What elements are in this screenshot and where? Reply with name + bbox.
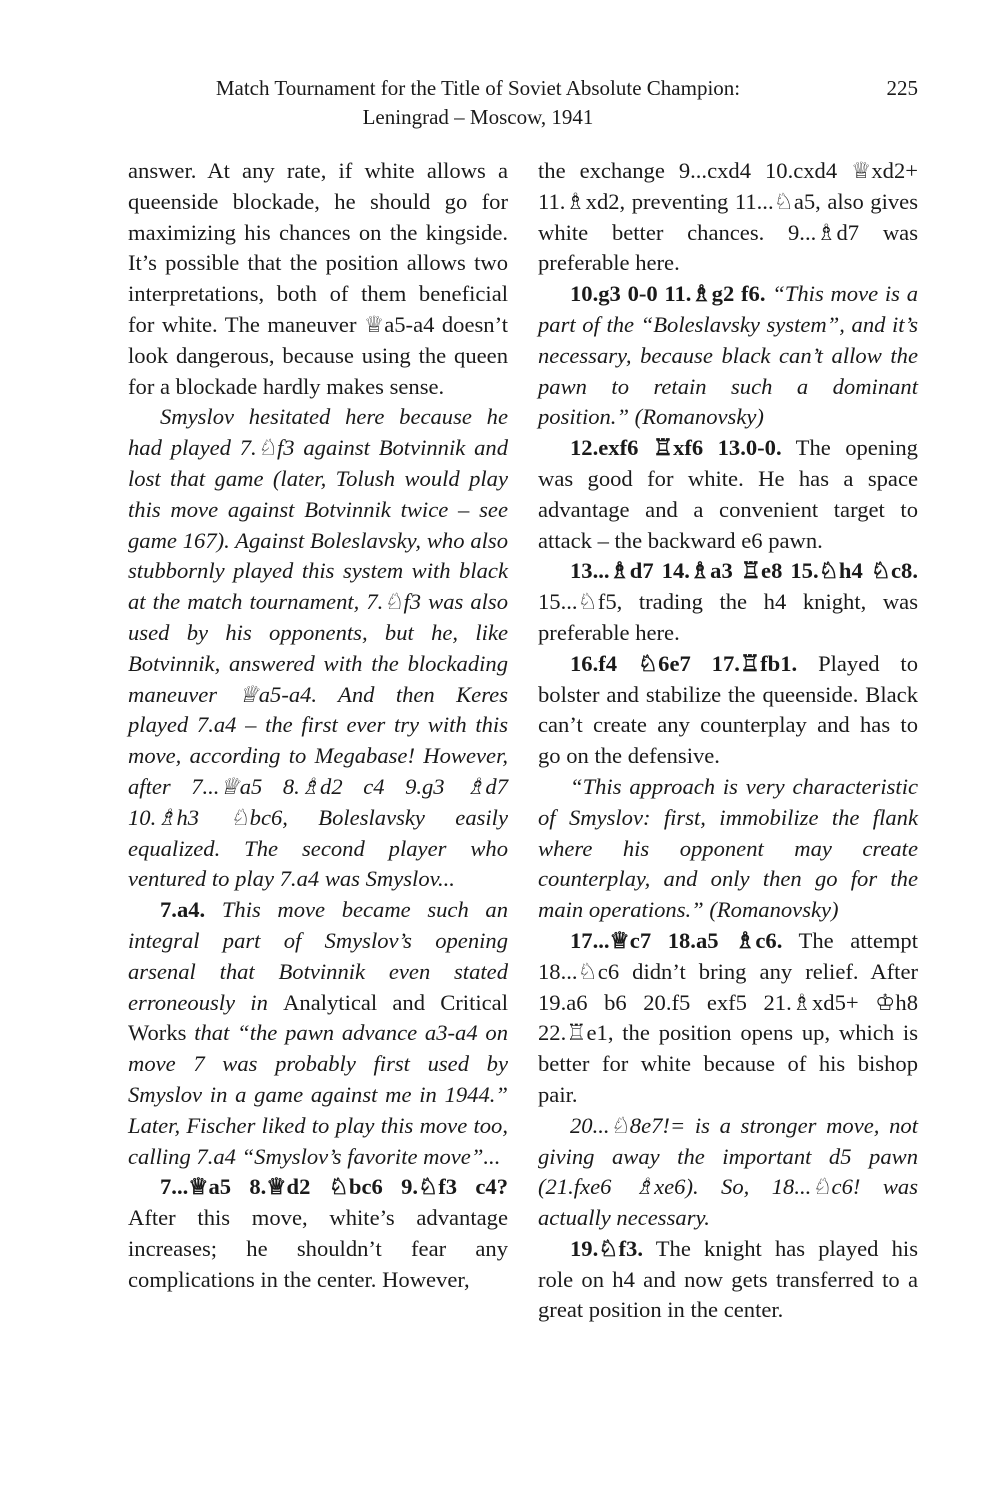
move-notation: 16.f4 ♘6e7 17.♖fb1. [570, 650, 798, 676]
move-notation: 12.exf6 ♖xf6 13.0-0. [570, 435, 782, 461]
annotation-text: 15...♘f5, trading the h4 knight, was preferable here. [538, 589, 918, 645]
right-column [538, 156, 918, 1326]
paragraph: answer. At any rate, if white allows a queenside blockade, he should go for maximizing his chances on the kingside. It’s possible that the position allows two interpretations, both of them beneficial for white. The maneuver ♕a5-a4 doesn’t look dangerous, because using the queen for a blockade hardly makes sense. [128, 158, 508, 399]
annotation-text: After this move, white’s advantage increases; he shouldn’t fear any complications in the center. However, [128, 1205, 508, 1292]
paragraph [538, 556, 918, 648]
move-notation: 13...♗d7 14.♗a3 ♖e8 15.♘h4 ♘c8. [570, 558, 918, 584]
paragraph [128, 895, 508, 1172]
annotation-text: The attempt 18...♘c6 didn’t bring any relief. After 19.a6 b6 20.f5 exf5 21.♗xd5+ ♔h8 22.♖e1, the position opens up, which is better for white because of his bishop pair. [538, 927, 919, 1107]
paragraph-italic-commentary: 20...♘8e7!= is a stronger move, not giving away the important d5 pawn (21.fxe6 ♗xe6). So, 18...♘c6! was actually necessary. [538, 1112, 918, 1231]
left-column [128, 156, 508, 1295]
paragraph [538, 433, 918, 556]
annotation-text: The knight has played his role on h4 and now gets transferred to a great position in the center. [538, 1235, 918, 1323]
paragraph-italic-quotation: “This approach is very characteristic of Smyslov: first, immobilize the flank where his opponent may create counterplay, and only then go for the main operations.” (Romanovsky) [538, 773, 918, 923]
paragraph [538, 1234, 918, 1326]
page-number: 225 [886, 76, 918, 100]
annotation-text: Played to bolster and stabilize the queenside. Black can’t create any counterplay and has to go on the defensive. [538, 650, 918, 769]
commentary-text: This move became such an integral part of Smyslov’s opening arsenal that Botvinnik even stated erroneously in [128, 897, 508, 1015]
running-title-line-1: Match Tournament for the Title of Soviet Absolute Champion: [215, 76, 741, 100]
paragraph-italic-commentary: Smyslov hesitated here because he had played 7.♘f3 against Botvinnik and lost that game (later, Tolush would play this move against Botvinnik twice – see game 167). Against Boleslavsky, who also stubbornly played this system with black at the match tournament, 7.♘f3 was also used by his opponents, but he, like Botvinnik, answered with the blockading maneuver ♕a5-a4. And then Keres played 7.a4 – the first ever try with this move, according to Megabase! However, after 7...♕a5 8.♗d2 c4 9.g3 ♗d7 10.♗h3 ♘bc6, Boleslavsky easily equalized. The second player who ventured to play 7.a4 was Smyslov... [128, 404, 508, 892]
move-notation: 19.♘f3. [570, 1235, 643, 1261]
running-header [128, 74, 918, 134]
move-notation: 7.a4. [160, 897, 206, 923]
move-notation: 10.g3 0-0 11.♗g2 f6. [570, 281, 766, 307]
quotation: “This move is a part of the “Boleslavsky system”, and it’s necessary, because black can’t allow the pawn to retain such a dominant position.” (Romanovsky) [538, 281, 918, 430]
running-title-line-2: Leningrad – Moscow, 1941 [362, 105, 594, 129]
paragraph [538, 279, 918, 433]
move-notation: 7...♕a5 8.♕d2 ♘bc6 9.♘f3 c4? [160, 1174, 508, 1200]
move-notation: 17...♕c7 18.a5 ♗c6. [570, 927, 783, 953]
annotation-text: The opening was good for white. He has a space advantage and a convenient target to attack – the backward e6 pawn. [538, 435, 918, 553]
paragraph [538, 926, 918, 1111]
commentary-text: that “the pawn advance a3-a4 on move 7 was probably first used by Smyslov in a game against me in 1944.” Later, Fischer liked to play this move too, calling 7.a4 “Smyslov’s favorite move”... [128, 1020, 508, 1169]
paragraph: the exchange 9...cxd4 10.cxd4 ♕xd2+ 11.♗xd2, preventing 11...♘a5, also gives white better chances. 9...♗d7 was preferable here. [538, 158, 918, 276]
paragraph [538, 649, 918, 772]
paragraph [128, 1172, 508, 1295]
book-title: Analytical and Critical Works [128, 989, 508, 1046]
